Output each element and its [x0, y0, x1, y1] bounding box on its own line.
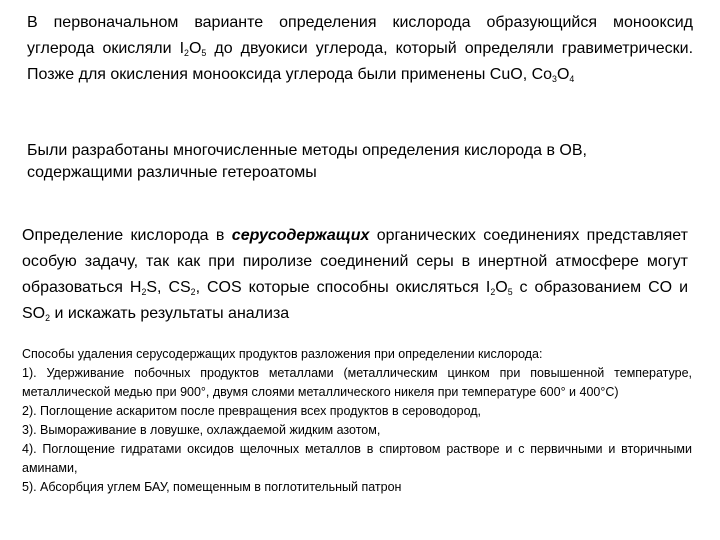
subscript: 2	[490, 287, 496, 298]
list-item: 4). Поглощение гидратами оксидов щелочных металлов в спиртовом растворе и с первичными и вторичными аминами,	[22, 442, 692, 475]
subscript: 2	[184, 48, 189, 59]
subscript: 3	[552, 74, 557, 85]
subscript: 2	[141, 287, 147, 298]
removal-methods-list	[22, 345, 692, 497]
text-segment: с образованием CO и SO	[22, 279, 688, 322]
subscript: 5	[507, 287, 513, 298]
text-segment: O	[188, 40, 202, 57]
subscript: 5	[201, 48, 207, 59]
text-segment: до двуокиси углерода, который определяли гравиметрически. Позже для окисления монооксида углерода были применены CuO, Co	[27, 40, 694, 83]
list-item: 3). Вымораживание в ловушке, охлаждаемой жидким азотом,	[22, 423, 381, 437]
text-segment: и искажать результаты анализа	[50, 305, 290, 322]
text-segment: S, CS	[146, 279, 191, 296]
paragraph-sulfur-compounds	[22, 223, 688, 327]
text-segment: Определение кислорода в	[22, 227, 232, 244]
text-segment: O	[556, 66, 570, 83]
emphasis-text: серусодержащих	[231, 227, 370, 244]
text-segment: , COS которые способны окисляться I	[195, 279, 491, 296]
paragraph-oxidation-history	[27, 10, 693, 88]
subscript: 2	[190, 287, 196, 298]
text-segment: органических соединениях представляет особую задачу, так как при пиролизе соединений серы в инертной атмосфере могут образоваться H	[22, 227, 688, 296]
text-segment: O	[495, 279, 508, 296]
list-item: 1). Удерживание побочных продуктов металлами (металлическим цинком при повышенной температуре, металлической медью при 900°, двумя слоями металлического никеля при температуре 600° и 400°С)	[22, 366, 692, 399]
subscript: 2	[45, 313, 51, 324]
list-item: 2). Поглощение аскаритом после превращения всех продуктов в сероводород,	[22, 404, 482, 418]
subscript: 4	[569, 74, 575, 85]
text-segment: В первоначальном варианте определения кислорода образующийся монооксид углерода окисляли I	[27, 14, 693, 57]
paragraph-methods: Были разработаны многочисленные методы определения кислорода в ОВ, содержащими различные гетероатомы	[27, 142, 587, 181]
list-title: Способы удаления серусодержащих продуктов разложения при определении кислорода:	[22, 347, 543, 361]
list-item: 5). Абсорбция углем БАУ, помещенным в поглотительный патрон	[22, 480, 402, 494]
